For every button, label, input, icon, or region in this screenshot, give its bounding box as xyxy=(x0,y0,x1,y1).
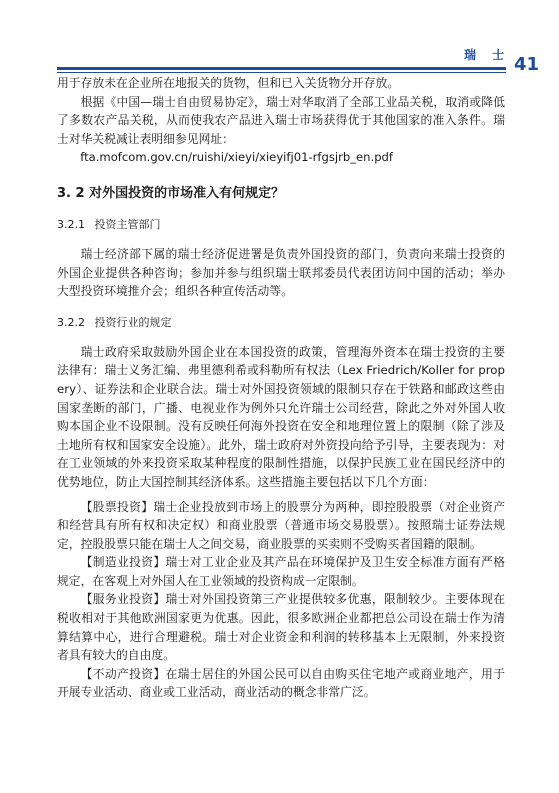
paragraph: 瑞士经济部下属的瑞士经济促进署是负责外国投资的部门，负责向来瑞士投资的外国企业提供各种咨询；参加并参与组织瑞士联邦委员代表团访问中国的活动；举办大型投资环境推介会；组织各种宣传活动等。 xyxy=(57,246,505,299)
paragraph: 【股票投资】瑞士企业投放到市场上的股票分为两种，即控股股票（对企业资产和经营具有所有权和决定权）和商业股票（普通市场交易股票）。按照瑞士证券法规定，控股股票只能在瑞士人之间交易，商业股票的买卖则不受购买者国籍的限制。 xyxy=(57,499,505,551)
page-body xyxy=(57,74,505,702)
paragraph: 【服务业投资】瑞士对外国投资第三产业提供较多优惠，限制较少。主要体现在税收相对于其他欧洲国家更为优惠。因此，很多欧洲企业都把总公司设在瑞士作为清算结算中心，进行合理避税。瑞士对企业资金和利润的转移基本上无限制，外来投资者具有较大的自由度。 xyxy=(57,592,505,663)
reference-url: fta.mofcom.gov.cn/ruishi/xieyi/xieyifj01-rfgsjrb_en.pdf xyxy=(80,150,393,165)
paragraph: 瑞士政府采取鼓励外国企业在本国投资的政策，管理海外资本在瑞士投资的主要法律有：瑞士义务汇编、弗里德利希或科勒所有权法（Lex Friedrich/Koller for propery）、证券法和企业联合法。瑞士对外国投资领域的限制只存在于铁路和邮政这些由国家垄断的部门，广播、电视业作为例外只允许瑞士公司经营，除此之外对外国人收购本国企业不设限制。没有反映任何海外投资在安全和地理位置上的限制（除了涉及土地所有权和国家安全设施）。此外，瑞士政府对外资投向给予引导，主要表现为：对在工业领域的外来投资采取某种程度的限制性措施，以保护民族工业在国民经济中的优势地位，防止大国控制其经济体系。这些措施主要包括以下几个方面： xyxy=(57,344,505,489)
subsection-heading xyxy=(57,315,505,331)
subsection-number: 3.2.2 xyxy=(57,315,85,329)
page-number: 41 xyxy=(514,54,540,75)
header-rule-thin xyxy=(57,72,506,73)
section-heading: 3. 2 对外国投资的市场准入有何规定？ xyxy=(57,185,285,201)
subsection-heading xyxy=(57,217,505,233)
subsection-title: 投资主管部门 xyxy=(94,217,161,231)
subsection-title: 投资行业的规定 xyxy=(94,315,172,329)
running-header-title: 瑞 士 xyxy=(464,48,511,62)
paragraph: 【制造业投资】瑞士对工业企业及其产品在环境保护及卫生安全标准方面有严格规定，在客观上对外国人在工业领域的投资构成一定限制。 xyxy=(57,555,505,588)
subsection-number: 3.2.1 xyxy=(57,217,85,231)
header-rule xyxy=(57,67,506,70)
paragraph: 根据《中国—瑞士自由贸易协定》，瑞士对华取消了全部工业品关税，取消或降低了多数农产品关税，从而使我农产品进入瑞士市场获得优于其他国家的准入条件。瑞士对华关税减让表明细参见网址： xyxy=(57,94,505,146)
paragraph: 【不动产投资】在瑞士居住的外国公民可以自由购买住宅地产或商业地产，用于开展专业活动、商业或工业活动，商业活动的概念非常广泛。 xyxy=(57,666,505,700)
paragraph: 用于存放未在企业所在地报关的货物，但和已入关货物分开存放。 xyxy=(57,76,400,90)
